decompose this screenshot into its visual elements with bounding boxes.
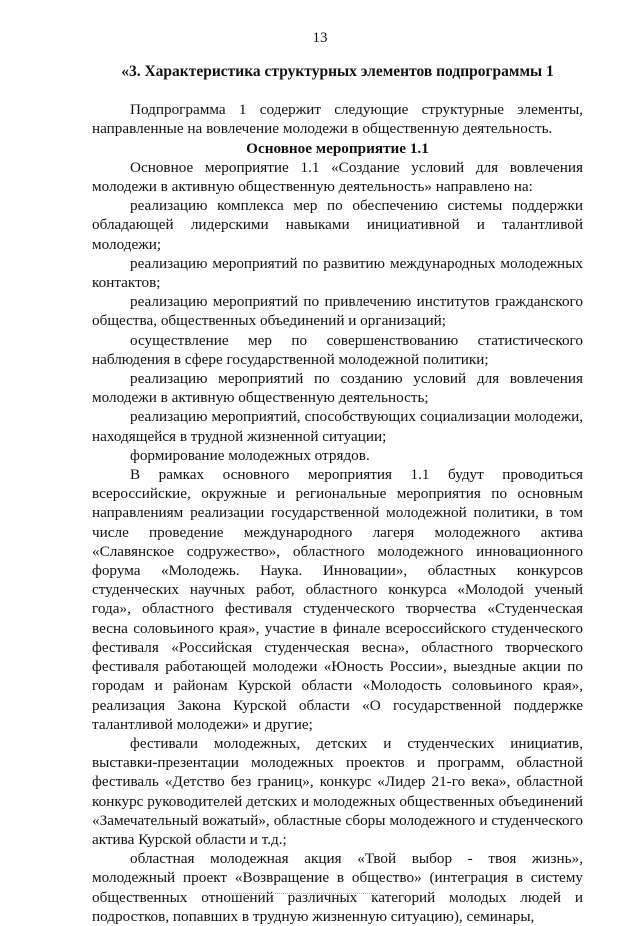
paragraph-youth-action: областная молодежная акция «Твой выбор - твоя жизнь», молодежный проект «Возвращение в общество» (интеграция в систему общественных отношений различных категорий молодых людей и подростков, попавших в трудную жизненную ситуацию), семинары, <box>92 850 583 925</box>
subheading-main-activity: Основное мероприятие 1.1 <box>246 139 429 157</box>
list-item-talent-support: реализацию комплекса мер по обеспечению системы поддержки обладающей лидерскими навыками инициативной и талантливой молодежи; <box>92 197 583 253</box>
list-item-civil-society: реализацию мероприятий по привлечению институтов гражданского общества, общественных объединений и организаций; <box>92 293 583 330</box>
document-body <box>92 62 583 926</box>
list-item-involvement-conditions: реализацию мероприятий по созданию условий для вовлечения молодежи в активную общественную деятельность; <box>92 370 583 407</box>
paragraph-activity-purpose: Основное мероприятие 1.1 «Создание условий для вовлечения молодежи в активную общественную деятельность» направлено на: <box>92 158 583 196</box>
list-item-international-contacts: реализацию мероприятий по развитию международных молодежных контактов; <box>92 254 583 292</box>
page-number: 13 <box>312 30 328 46</box>
section-title: «3. Характеристика структурных элементов подпрограммы 1 <box>121 63 554 80</box>
list-item-youth-squads: формирование молодежных отрядов. <box>130 446 370 464</box>
intro-paragraph: Подпрограмма 1 содержит следующие структурные элементы, направленные на вовлечение молодежи в общественную деятельность. <box>92 101 583 138</box>
list-item-socialization: реализацию мероприятий, способствующих социализации молодежи, находящейся в трудной жизненной ситуации; <box>92 408 583 445</box>
paragraph-festivals: фестивали молодежных, детских и студенческих инициатив, выставки-презентации молодежных проектов и программ, областной фестиваль «Детство без границ», конкурс «Лидер 21-го века», областной конкурс руководителей детских и молодежных общественных объединений «Замечательный вожатый», областные сборы молодежного и студенческого актива Курской области и т.д.; <box>92 734 584 848</box>
list-item-statistics: осуществление мер по совершенствованию статистического наблюдения в сфере государственной молодежной политики; <box>92 331 583 368</box>
scan-artifact-line <box>230 893 380 894</box>
paragraph-events: В рамках основного мероприятия 1.1 будут проводиться всероссийские, окружные и региональные мероприятия по основным направлениям реализации государственной молодежной политики, в том числе проведение международного лагеря молодежного актива «Славянское содружество», областного молодежного инновационного форума «Молодежь. Наука. Инновации», областных конкурсов студенческих научных работ, областного конкурса «Молодой ученый года», областного фестиваля студенческого творчества «Студенческая весна соловьиного края», участие в финале всероссийского студенческого фестиваля «Российская студенческая весна», областного творческого фестиваля работающей молодежи «Юность России», выездные акции по городам и районам Курской области «Молодость соловьиного края», реализация Закона Курской области «О государственной поддержке талантливой молодежи» и другие; <box>92 466 583 733</box>
